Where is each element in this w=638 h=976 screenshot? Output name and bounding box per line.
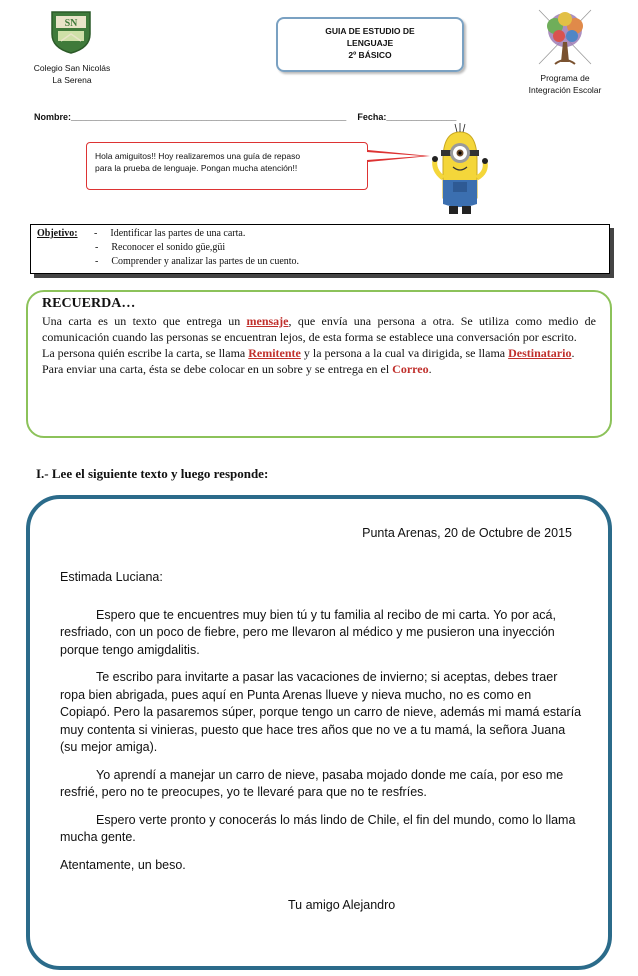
recuerda-text: .	[428, 362, 432, 376]
speech-line2: para la prueba de lenguaje. Pongan mucha atención!!	[95, 163, 298, 173]
section-heading: I.- Lee el siguiente texto y luego responde:	[36, 466, 269, 481]
program-name-line1: Programa de	[540, 73, 590, 83]
keyword-remitente: Remitente	[248, 346, 301, 360]
keyword-destinatario: Destinatario	[508, 346, 572, 360]
letter-paragraph-2: Te escribo para invitarte a pasar las vacaciones de invierno; si aceptas, debes traer ropa bien abrigada, pues aquí en Punta Arenas llueve y nieva mucho, no es como en Copiapó. Pero la pasaremos súper, porque tengo un carro de nieve, además mi mamá estaría muy contenta si vinieras, puesto que hace tres años que no ve a tu mamá, la señora Juana (su mejor amiga).	[60, 670, 582, 754]
recuerda-text: y la persona a la cual va dirigida, se llama	[300, 346, 509, 360]
keyword-mensaje: mensaje	[246, 314, 289, 328]
guide-title-box	[276, 17, 464, 72]
program-name-line2: Integración Escolar	[528, 85, 602, 95]
student-info-line	[34, 112, 456, 122]
letter-paragraph-1: Espero que te encuentres muy bien tú y tu familia al recibo de mi carta. Yo por acá, resfriado, con un poco de fiebre, pero me llevaron al médico y me pusieron una inyección porque tengo amigdalitis.	[60, 607, 556, 657]
objective-item: Identificar las partes de una carta.	[110, 228, 246, 239]
objective-item: Reconocer el sonido güe,güi	[111, 242, 226, 253]
objective-row-2: - Reconocer el sonido güe,güi	[95, 242, 226, 253]
recuerda-text: , que envía una persona a otra. Se utiliza como medio de comunicación cuando las personas se encuentran lejos, de esta forma se establece una conversación por escrito.	[42, 314, 596, 344]
letter-closing: Atentamente, un beso.	[60, 857, 186, 872]
guide-title-line3: 2º BÁSICO	[348, 50, 392, 60]
date-label: Fecha:	[357, 112, 387, 122]
school-logo	[48, 8, 94, 54]
letter-date: Punta Arenas, 20 de Octubre de 2015	[362, 526, 572, 540]
program-name	[505, 72, 625, 96]
keyword-correo: Correo	[392, 362, 429, 376]
letter-box	[26, 495, 612, 970]
minion-illustration	[425, 120, 495, 220]
guide-title-line2: LENGUAJE	[346, 38, 394, 48]
name-label: Nombre:	[34, 112, 72, 122]
recuerda-paragraph-1	[42, 313, 596, 345]
objective-box	[30, 224, 610, 274]
program-tree-logo	[533, 6, 597, 68]
recuerda-text: Para enviar una carta, ésta se debe colocar en un sobre y se entrega en el	[42, 362, 393, 376]
objective-row-3: - Comprender y analizar las partes de un cuento.	[95, 256, 300, 267]
svg-text:SN: SN	[64, 18, 78, 29]
letter-paragraph-4: Espero verte pronto y conocerás lo más lindo de Chile, el fin del mundo, como lo llama mucha gente.	[60, 812, 576, 844]
recuerda-text: .	[571, 346, 575, 360]
school-name-line2: La Serena	[52, 75, 92, 85]
recuerda-text: La persona quién escribe la carta, se llama	[42, 346, 249, 360]
letter-greeting: Estimada Luciana:	[60, 570, 163, 584]
objective-item: Comprender y analizar las partes de un cuento.	[111, 256, 300, 267]
speech-bubble-tail-inner	[367, 152, 423, 160]
speech-bubble	[86, 142, 368, 190]
objective-row-1: Objetivo: - Identificar las partes de una carta.	[37, 228, 246, 239]
name-field[interactable]: _______________________________________________________	[71, 112, 347, 122]
speech-line1: Hola amiguitos!! Hoy realizaremos una guía de repaso	[95, 151, 301, 161]
letter-signature: Tu amigo Alejandro	[288, 898, 396, 912]
letter-paragraph-3: Yo aprendí a manejar un carro de nieve, pasaba mojado donde me caía, por eso me resfrié, pero no te preocupes, yo te llevaré para que no te resfríes.	[60, 767, 564, 799]
letter-body	[60, 569, 582, 884]
guide-title-line1: GUIA DE ESTUDIO DE	[325, 26, 415, 36]
objective-label: Objetivo:	[37, 228, 78, 239]
school-name-line1: Colegio San Nicolás	[33, 63, 111, 73]
recuerda-box	[26, 290, 612, 438]
recuerda-text: Una carta es un texto que entrega un	[42, 314, 247, 328]
recuerda-paragraph-3	[42, 361, 596, 377]
school-name	[26, 62, 118, 86]
recuerda-title: RECUERDA…	[42, 296, 136, 311]
date-field[interactable]: ______________	[386, 112, 457, 122]
recuerda-paragraph-2	[42, 345, 596, 361]
